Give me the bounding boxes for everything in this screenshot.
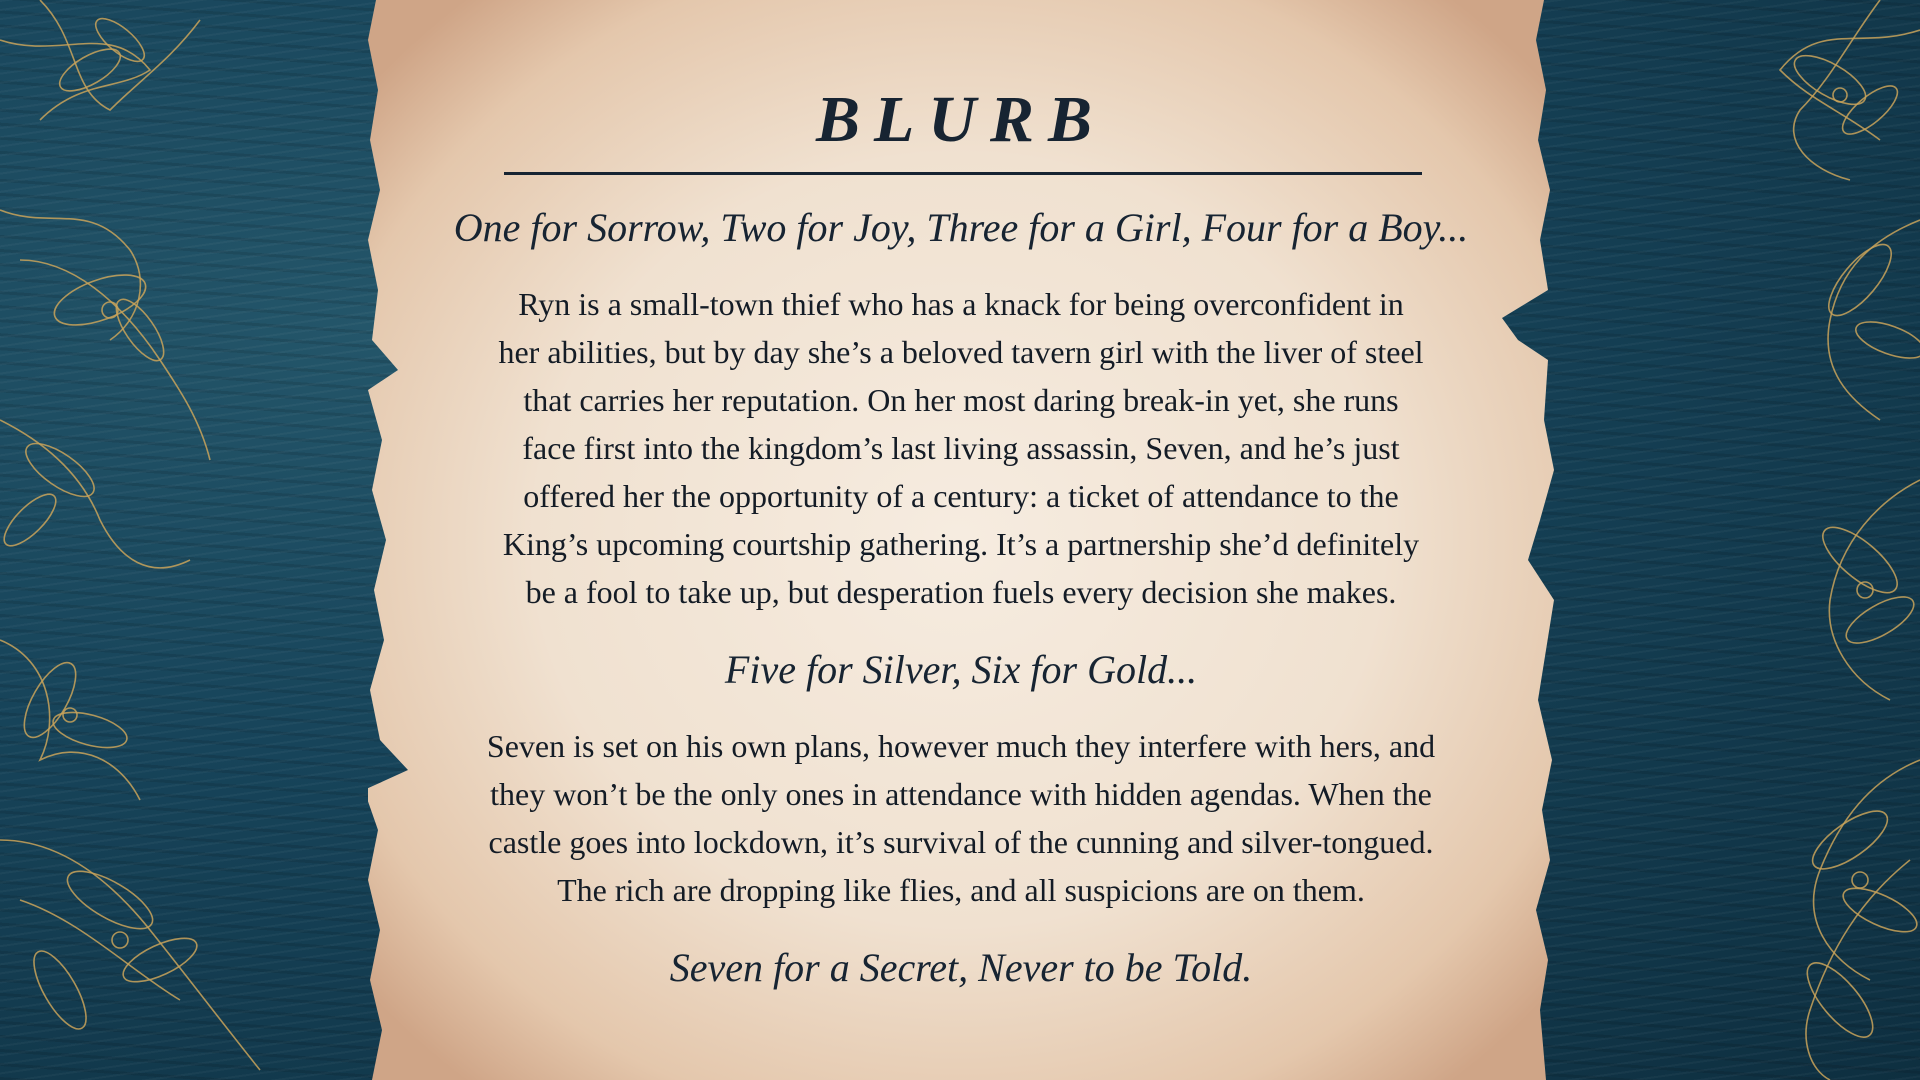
blurb-content	[368, 0, 1554, 1080]
paragraph-line: that carries her reputation. On her most daring break-in yet, she runs	[523, 382, 1399, 418]
paragraph-line: her abilities, but by day she’s a beloved tavern girl with the liver of steel	[498, 334, 1424, 370]
paragraph-line: The rich are dropping like flies, and all suspicions are on them.	[557, 872, 1365, 908]
floral-right-icon	[1580, 0, 1920, 1080]
floral-left-icon	[0, 0, 340, 1080]
paragraph-line: be a fool to take up, but desperation fuels every decision she makes.	[525, 574, 1397, 610]
rhyme-line-1: One for Sorrow, Two for Joy, Three for a Girl, Four for a Boy...	[453, 205, 1469, 250]
paragraph-line: face first into the kingdom’s last living assassin, Seven, and he’s just	[522, 430, 1400, 466]
parchment-scroll	[368, 0, 1554, 1080]
paragraph-line: Seven is set on his own plans, however much they interfere with hers, and	[486, 728, 1436, 764]
title-divider	[504, 172, 1422, 175]
rhyme-line-2: Five for Silver, Six for Gold...	[724, 647, 1198, 692]
rhyme-line-3: Seven for a Secret, Never to be Told.	[669, 945, 1253, 990]
blurb-paragraph-2	[428, 722, 1494, 914]
blurb-paragraph-1	[428, 280, 1494, 616]
paragraph-line: King’s upcoming courtship gathering. It’s a partnership she’d definitely	[502, 526, 1420, 562]
paragraph-line: offered her the opportunity of a century: a ticket of attendance to the	[523, 478, 1399, 514]
paragraph-line: Ryn is a small-town thief who has a knack for being overconfident in	[518, 286, 1404, 322]
paragraph-line: castle goes into lockdown, it’s survival of the cunning and silver-tongued.	[488, 824, 1434, 860]
page-title: BLURB	[815, 83, 1107, 156]
paragraph-line: they won’t be the only ones in attendance with hidden agendas. When the	[490, 776, 1432, 812]
